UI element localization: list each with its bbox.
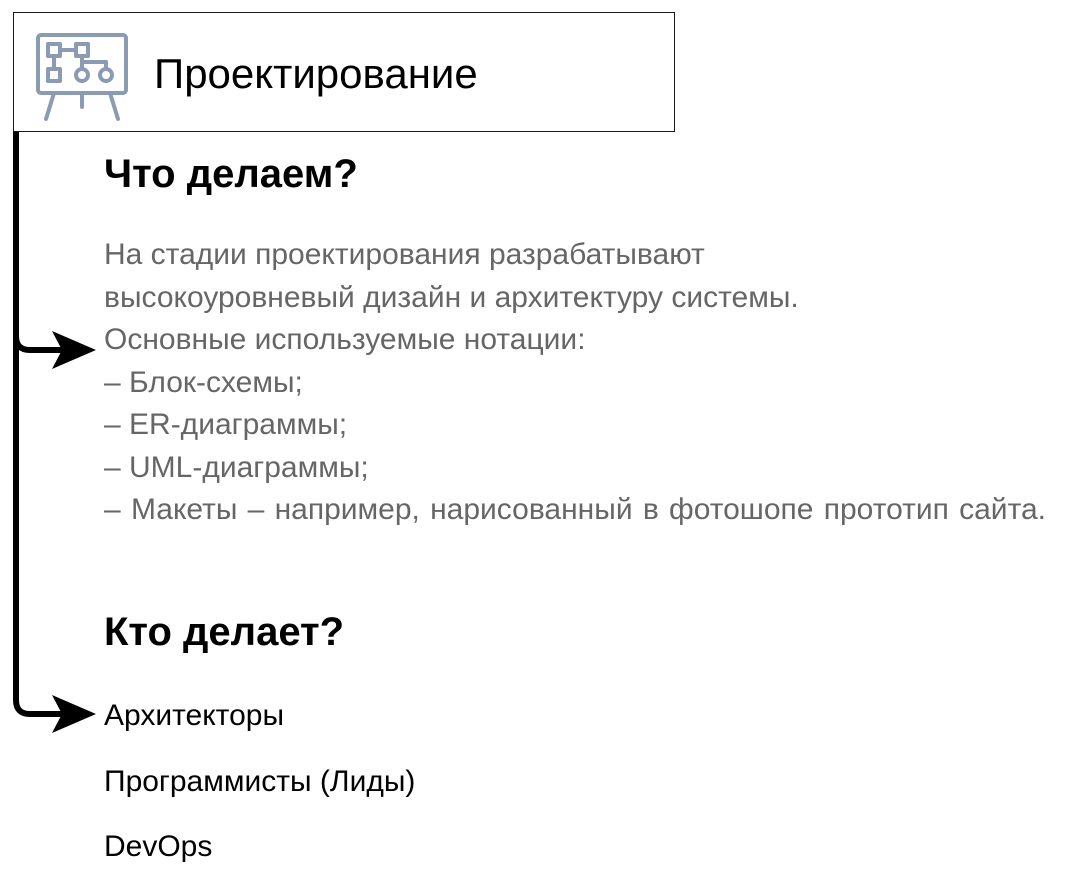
list-item: – ER-диаграммы; bbox=[104, 408, 348, 441]
presentation-board-icon bbox=[34, 27, 130, 123]
description-line: Основные используемые нотации: bbox=[104, 323, 586, 356]
description-line: На стадии проектирования разрабатывают bbox=[104, 238, 705, 271]
who-list-item: Программисты (Лиды) bbox=[104, 765, 416, 798]
who-list-item: DevOps bbox=[104, 830, 213, 863]
page-title: Проектирование bbox=[154, 50, 478, 97]
list-item: – Блок-схемы; bbox=[104, 365, 303, 399]
what-heading: Что делаем? bbox=[104, 152, 358, 196]
description-text bbox=[104, 234, 1046, 532]
arrow-right-icon bbox=[52, 331, 96, 369]
connector-line bbox=[16, 132, 62, 714]
list-item: – Макеты – например, нарисованный в фотошопе прототип сайта. bbox=[104, 493, 1046, 526]
description-line: высокоуровневый дизайн и архитектуру системы. bbox=[104, 280, 799, 314]
connector-branch bbox=[16, 336, 62, 350]
arrow-right-icon bbox=[52, 695, 96, 733]
list-item: – UML-диаграммы; bbox=[104, 450, 369, 484]
who-list-item: Архитекторы bbox=[104, 699, 284, 732]
header-box bbox=[13, 12, 675, 132]
who-heading: Кто делает? bbox=[104, 610, 345, 654]
